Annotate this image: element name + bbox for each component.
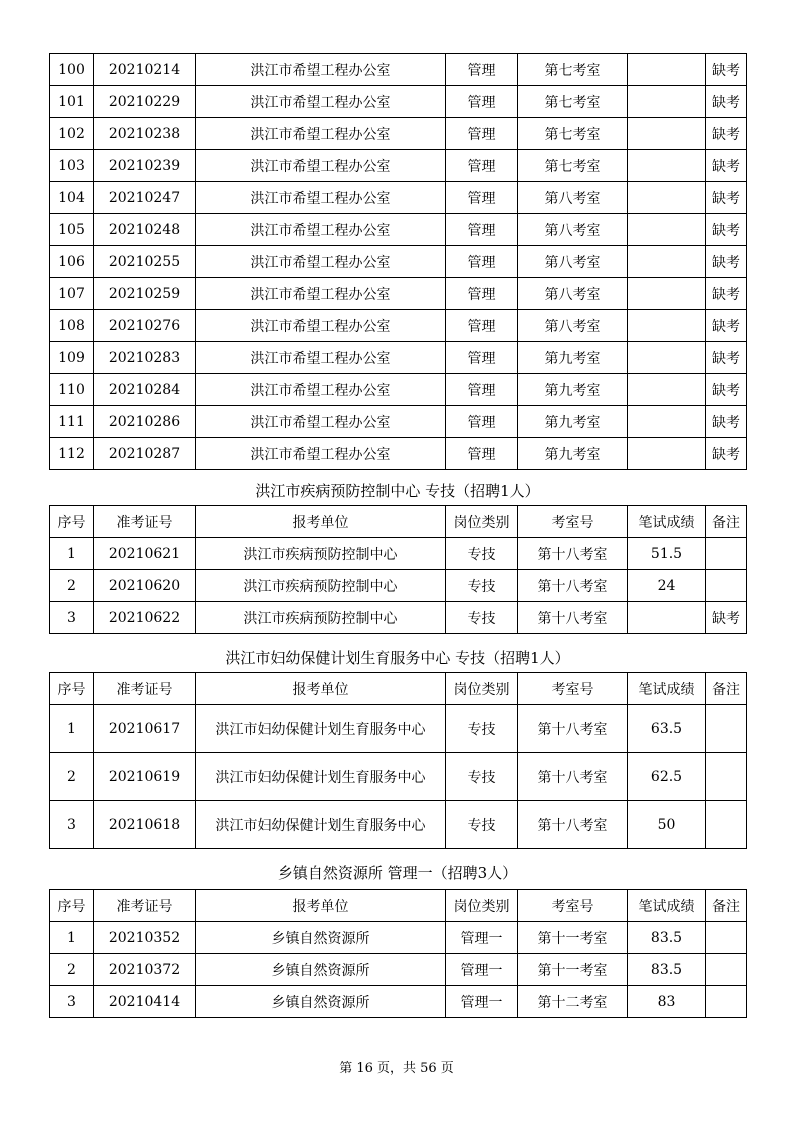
column-header: 考室号 xyxy=(518,506,628,538)
column-header: 备注 xyxy=(706,506,747,538)
remark: 缺考 xyxy=(706,118,747,150)
remark xyxy=(706,705,747,753)
table-row xyxy=(50,922,747,954)
position-category: 管理 xyxy=(446,374,518,406)
column-header: 笔试成绩 xyxy=(628,673,706,705)
table-row xyxy=(50,182,747,214)
employer: 洪江市希望工程办公室 xyxy=(196,118,446,150)
written-score xyxy=(628,438,706,470)
position-category: 管理 xyxy=(446,246,518,278)
written-score xyxy=(628,310,706,342)
table-row xyxy=(50,246,747,278)
employer: 洪江市希望工程办公室 xyxy=(196,406,446,438)
header-row xyxy=(50,673,747,705)
exam-room: 第八考室 xyxy=(518,246,628,278)
exam-id: 20210617 xyxy=(94,705,196,753)
row-number: 102 xyxy=(50,118,94,150)
position-category: 专技 xyxy=(446,705,518,753)
column-header: 报考单位 xyxy=(196,673,446,705)
table-row xyxy=(50,753,747,801)
table-row xyxy=(50,278,747,310)
position-category: 管理一 xyxy=(446,954,518,986)
remark: 缺考 xyxy=(706,406,747,438)
remark: 缺考 xyxy=(706,182,747,214)
row-number: 112 xyxy=(50,438,94,470)
column-header: 序号 xyxy=(50,673,94,705)
row-number: 103 xyxy=(50,150,94,182)
table-row xyxy=(50,214,747,246)
exam-id: 20210352 xyxy=(94,922,196,954)
remark: 缺考 xyxy=(706,310,747,342)
exam-id: 20210619 xyxy=(94,753,196,801)
employer: 洪江市希望工程办公室 xyxy=(196,86,446,118)
exam-id: 20210247 xyxy=(94,182,196,214)
position-category: 专技 xyxy=(446,801,518,849)
exam-room: 第八考室 xyxy=(518,278,628,310)
exam-room: 第七考室 xyxy=(518,54,628,86)
exam-room: 第七考室 xyxy=(518,86,628,118)
employer: 洪江市妇幼保健计划生育服务中心 xyxy=(196,801,446,849)
written-score: 83 xyxy=(628,986,706,1018)
written-score: 24 xyxy=(628,570,706,602)
column-header: 岗位类别 xyxy=(446,890,518,922)
written-score xyxy=(628,214,706,246)
exam-id: 20210618 xyxy=(94,801,196,849)
table-row xyxy=(50,705,747,753)
table-row xyxy=(50,986,747,1018)
exam-room: 第十八考室 xyxy=(518,705,628,753)
employer: 洪江市希望工程办公室 xyxy=(196,310,446,342)
table-header xyxy=(50,890,747,922)
remark xyxy=(706,753,747,801)
written-score xyxy=(628,406,706,438)
remark: 缺考 xyxy=(706,342,747,374)
remark: 缺考 xyxy=(706,278,747,310)
position-category: 专技 xyxy=(446,570,518,602)
exam-room: 第十一考室 xyxy=(518,922,628,954)
exam-room: 第十八考室 xyxy=(518,753,628,801)
results-table-resources xyxy=(49,889,747,1018)
employer: 洪江市希望工程办公室 xyxy=(196,342,446,374)
employer: 洪江市希望工程办公室 xyxy=(196,182,446,214)
exam-room: 第九考室 xyxy=(518,342,628,374)
section-title: 乡镇自然资源所 管理一（招聘3人） xyxy=(277,864,518,882)
position-category: 管理 xyxy=(446,214,518,246)
row-number: 105 xyxy=(50,214,94,246)
position-category: 管理 xyxy=(446,54,518,86)
remark xyxy=(706,538,747,570)
written-score xyxy=(628,182,706,214)
remark: 缺考 xyxy=(706,86,747,118)
table-body xyxy=(50,538,747,634)
table-row xyxy=(50,342,747,374)
table-row xyxy=(50,570,747,602)
employer: 洪江市希望工程办公室 xyxy=(196,150,446,182)
row-number: 109 xyxy=(50,342,94,374)
position-category: 管理 xyxy=(446,86,518,118)
exam-id: 20210283 xyxy=(94,342,196,374)
row-number: 2 xyxy=(50,570,94,602)
table-row xyxy=(50,954,747,986)
remark: 缺考 xyxy=(706,214,747,246)
header-row xyxy=(50,506,747,538)
row-number: 1 xyxy=(50,922,94,954)
remark: 缺考 xyxy=(706,246,747,278)
employer: 洪江市希望工程办公室 xyxy=(196,54,446,86)
exam-id: 20210276 xyxy=(94,310,196,342)
position-category: 专技 xyxy=(446,602,518,634)
employer: 洪江市妇幼保健计划生育服务中心 xyxy=(196,705,446,753)
column-header: 考室号 xyxy=(518,890,628,922)
row-number: 2 xyxy=(50,954,94,986)
remark xyxy=(706,570,747,602)
exam-room: 第八考室 xyxy=(518,182,628,214)
page-footer: 第 16 页，共 56 页 xyxy=(339,1061,454,1076)
row-number: 104 xyxy=(50,182,94,214)
exam-id: 20210372 xyxy=(94,954,196,986)
exam-room: 第十八考室 xyxy=(518,538,628,570)
row-number: 108 xyxy=(50,310,94,342)
table-row xyxy=(50,150,747,182)
column-header: 岗位类别 xyxy=(446,673,518,705)
exam-room: 第八考室 xyxy=(518,310,628,342)
remark xyxy=(706,986,747,1018)
row-number: 110 xyxy=(50,374,94,406)
exam-id: 20210414 xyxy=(94,986,196,1018)
position-category: 管理 xyxy=(446,182,518,214)
exam-room: 第十八考室 xyxy=(518,602,628,634)
remark: 缺考 xyxy=(706,438,747,470)
column-header: 报考单位 xyxy=(196,506,446,538)
exam-room: 第七考室 xyxy=(518,150,628,182)
written-score xyxy=(628,374,706,406)
remark xyxy=(706,922,747,954)
remark: 缺考 xyxy=(706,602,747,634)
table-row xyxy=(50,54,747,86)
exam-room: 第十八考室 xyxy=(518,570,628,602)
employer: 洪江市疾病预防控制中心 xyxy=(196,538,446,570)
column-header: 报考单位 xyxy=(196,890,446,922)
exam-id: 20210238 xyxy=(94,118,196,150)
column-header: 笔试成绩 xyxy=(628,890,706,922)
written-score xyxy=(628,246,706,278)
position-category: 管理 xyxy=(446,342,518,374)
remark xyxy=(706,801,747,849)
position-category: 管理 xyxy=(446,406,518,438)
position-category: 专技 xyxy=(446,538,518,570)
position-category: 管理 xyxy=(446,438,518,470)
position-category: 管理一 xyxy=(446,986,518,1018)
column-header: 准考证号 xyxy=(94,506,196,538)
row-number: 2 xyxy=(50,753,94,801)
exam-id: 20210229 xyxy=(94,86,196,118)
row-number: 3 xyxy=(50,986,94,1018)
employer: 洪江市希望工程办公室 xyxy=(196,374,446,406)
exam-id: 20210239 xyxy=(94,150,196,182)
employer: 洪江市疾病预防控制中心 xyxy=(196,602,446,634)
column-header: 笔试成绩 xyxy=(628,506,706,538)
remark xyxy=(706,954,747,986)
exam-room: 第七考室 xyxy=(518,118,628,150)
table-body xyxy=(50,922,747,1018)
employer: 乡镇自然资源所 xyxy=(196,986,446,1018)
results-table-maternal xyxy=(49,672,747,849)
table-row xyxy=(50,118,747,150)
column-header: 准考证号 xyxy=(94,890,196,922)
position-category: 管理 xyxy=(446,310,518,342)
written-score xyxy=(628,86,706,118)
exam-id: 20210622 xyxy=(94,602,196,634)
column-header: 考室号 xyxy=(518,673,628,705)
table-row xyxy=(50,602,747,634)
written-score xyxy=(628,150,706,182)
position-category: 管理 xyxy=(446,118,518,150)
exam-id: 20210286 xyxy=(94,406,196,438)
row-number: 101 xyxy=(50,86,94,118)
results-table-continued xyxy=(49,53,747,470)
exam-id: 20210214 xyxy=(94,54,196,86)
exam-id: 20210255 xyxy=(94,246,196,278)
exam-room: 第十二考室 xyxy=(518,986,628,1018)
employer: 乡镇自然资源所 xyxy=(196,922,446,954)
exam-id: 20210287 xyxy=(94,438,196,470)
position-category: 管理一 xyxy=(446,922,518,954)
exam-room: 第八考室 xyxy=(518,214,628,246)
column-header: 准考证号 xyxy=(94,673,196,705)
row-number: 107 xyxy=(50,278,94,310)
table-row xyxy=(50,538,747,570)
row-number: 1 xyxy=(50,538,94,570)
written-score: 83.5 xyxy=(628,954,706,986)
row-number: 3 xyxy=(50,801,94,849)
row-number: 111 xyxy=(50,406,94,438)
position-category: 专技 xyxy=(446,753,518,801)
column-header: 岗位类别 xyxy=(446,506,518,538)
employer: 洪江市希望工程办公室 xyxy=(196,438,446,470)
exam-id: 20210284 xyxy=(94,374,196,406)
table-body xyxy=(50,54,747,470)
exam-room: 第十一考室 xyxy=(518,954,628,986)
exam-id: 20210248 xyxy=(94,214,196,246)
written-score xyxy=(628,602,706,634)
written-score xyxy=(628,278,706,310)
row-number: 106 xyxy=(50,246,94,278)
exam-room: 第九考室 xyxy=(518,374,628,406)
position-category: 管理 xyxy=(446,278,518,310)
results-table-cdc xyxy=(49,505,747,634)
employer: 洪江市希望工程办公室 xyxy=(196,246,446,278)
employer: 洪江市希望工程办公室 xyxy=(196,278,446,310)
header-row xyxy=(50,890,747,922)
remark: 缺考 xyxy=(706,54,747,86)
table-row xyxy=(50,801,747,849)
column-header: 序号 xyxy=(50,890,94,922)
table-row xyxy=(50,438,747,470)
position-category: 管理 xyxy=(446,150,518,182)
exam-id: 20210620 xyxy=(94,570,196,602)
written-score: 83.5 xyxy=(628,922,706,954)
column-header: 序号 xyxy=(50,506,94,538)
written-score: 51.5 xyxy=(628,538,706,570)
exam-id: 20210259 xyxy=(94,278,196,310)
written-score: 63.5 xyxy=(628,705,706,753)
column-header: 备注 xyxy=(706,890,747,922)
row-number: 1 xyxy=(50,705,94,753)
column-header: 备注 xyxy=(706,673,747,705)
remark: 缺考 xyxy=(706,150,747,182)
exam-room: 第十八考室 xyxy=(518,801,628,849)
employer: 乡镇自然资源所 xyxy=(196,954,446,986)
remark: 缺考 xyxy=(706,374,747,406)
employer: 洪江市疾病预防控制中心 xyxy=(196,570,446,602)
exam-id: 20210621 xyxy=(94,538,196,570)
table-row xyxy=(50,310,747,342)
exam-room: 第九考室 xyxy=(518,438,628,470)
employer: 洪江市妇幼保健计划生育服务中心 xyxy=(196,753,446,801)
row-number: 3 xyxy=(50,602,94,634)
written-score: 62.5 xyxy=(628,753,706,801)
exam-room: 第九考室 xyxy=(518,406,628,438)
written-score xyxy=(628,118,706,150)
written-score: 50 xyxy=(628,801,706,849)
written-score xyxy=(628,54,706,86)
section-title: 洪江市妇幼保健计划生育服务中心 专技（招聘1人） xyxy=(225,649,570,667)
table-header xyxy=(50,506,747,538)
table-header xyxy=(50,673,747,705)
written-score xyxy=(628,342,706,374)
table-body xyxy=(50,705,747,849)
employer: 洪江市希望工程办公室 xyxy=(196,214,446,246)
table-row xyxy=(50,86,747,118)
table-row xyxy=(50,406,747,438)
table-row xyxy=(50,374,747,406)
section-title: 洪江市疾病预防控制中心 专技（招聘1人） xyxy=(255,482,540,500)
row-number: 100 xyxy=(50,54,94,86)
